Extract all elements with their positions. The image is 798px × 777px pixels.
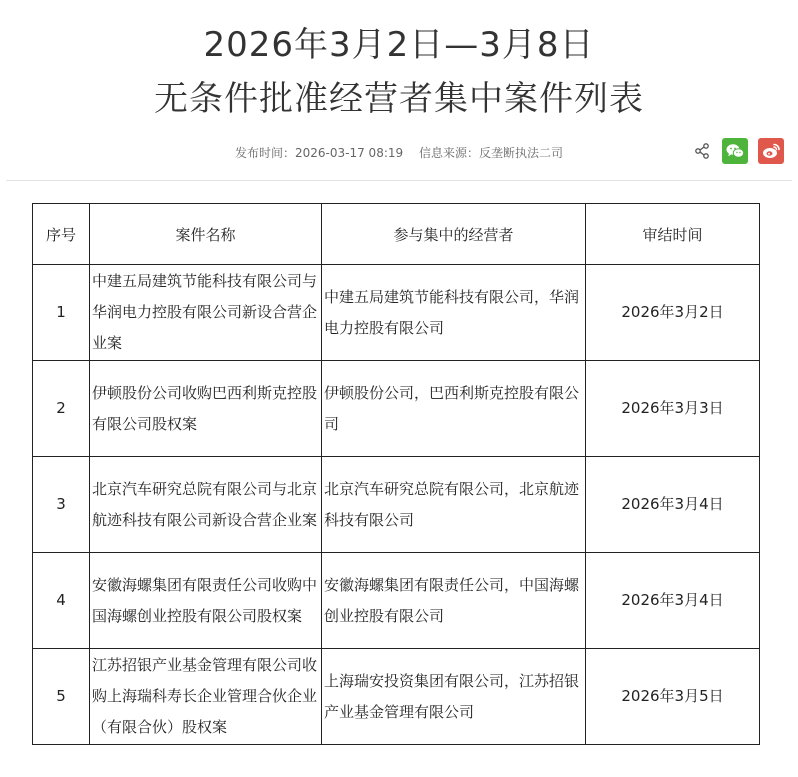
case-name: 安徽海螺集团有限责任公司收购中国海螺创业控股有限公司股权案 (90, 553, 322, 649)
row-number: 5 (33, 649, 90, 745)
article-title (0, 18, 798, 126)
header-number: 序号 (33, 204, 90, 265)
table-row (33, 361, 760, 457)
weibo-icon[interactable] (758, 138, 784, 164)
header-divider (6, 180, 792, 181)
share-icon[interactable] (692, 138, 712, 164)
parties: 北京汽车研究总院有限公司，北京航迹科技有限公司 (322, 457, 586, 553)
parties: 伊顿股份公司，巴西利斯克控股有限公司 (322, 361, 586, 457)
case-name: 江苏招银产业基金管理有限公司收购上海瑞科寿长企业管理合伙企业（有限合伙）股权案 (90, 649, 322, 745)
table-row (33, 457, 760, 553)
header-case-name: 案件名称 (90, 204, 322, 265)
row-number: 3 (33, 457, 90, 553)
row-number: 2 (33, 361, 90, 457)
header-parties: 参与集中的经营者 (322, 204, 586, 265)
conclusion-date: 2026年3月3日 (586, 361, 760, 457)
parties: 安徽海螺集团有限责任公司，中国海螺创业控股有限公司 (322, 553, 586, 649)
table-row (33, 649, 760, 745)
case-name: 中建五局建筑节能科技有限公司与华润电力控股有限公司新设合营企业案 (90, 265, 322, 361)
conclusion-date: 2026年3月4日 (586, 457, 760, 553)
conclusion-date: 2026年3月4日 (586, 553, 760, 649)
conclusion-date: 2026年3月5日 (586, 649, 760, 745)
article-meta (0, 144, 798, 161)
row-number: 1 (33, 265, 90, 361)
parties: 上海瑞安投资集团有限公司，江苏招银产业基金管理有限公司 (322, 649, 586, 745)
row-number: 4 (33, 553, 90, 649)
case-table (32, 203, 760, 745)
wechat-icon[interactable] (722, 138, 748, 164)
case-name: 北京汽车研究总院有限公司与北京航迹科技有限公司新设合营企业案 (90, 457, 322, 553)
header-conclusion-date: 审结时间 (586, 204, 760, 265)
conclusion-date: 2026年3月2日 (586, 265, 760, 361)
info-source: 信息来源：反垄断执法二司 (418, 146, 563, 160)
parties: 中建五局建筑节能科技有限公司，华润电力控股有限公司 (322, 265, 586, 361)
case-name: 伊顿股份公司收购巴西利斯克控股有限公司股权案 (90, 361, 322, 457)
table-row (33, 265, 760, 361)
publish-time: 发布时间：2026-03-17 08:19 (235, 146, 404, 160)
article-title-line-2: 无条件批准经营者集中案件列表 (154, 79, 644, 119)
share-bar (692, 138, 784, 164)
table-header-row (33, 204, 760, 265)
article-title-line-1: 2026年3月2日—3月8日 (203, 25, 595, 65)
table-row (33, 553, 760, 649)
